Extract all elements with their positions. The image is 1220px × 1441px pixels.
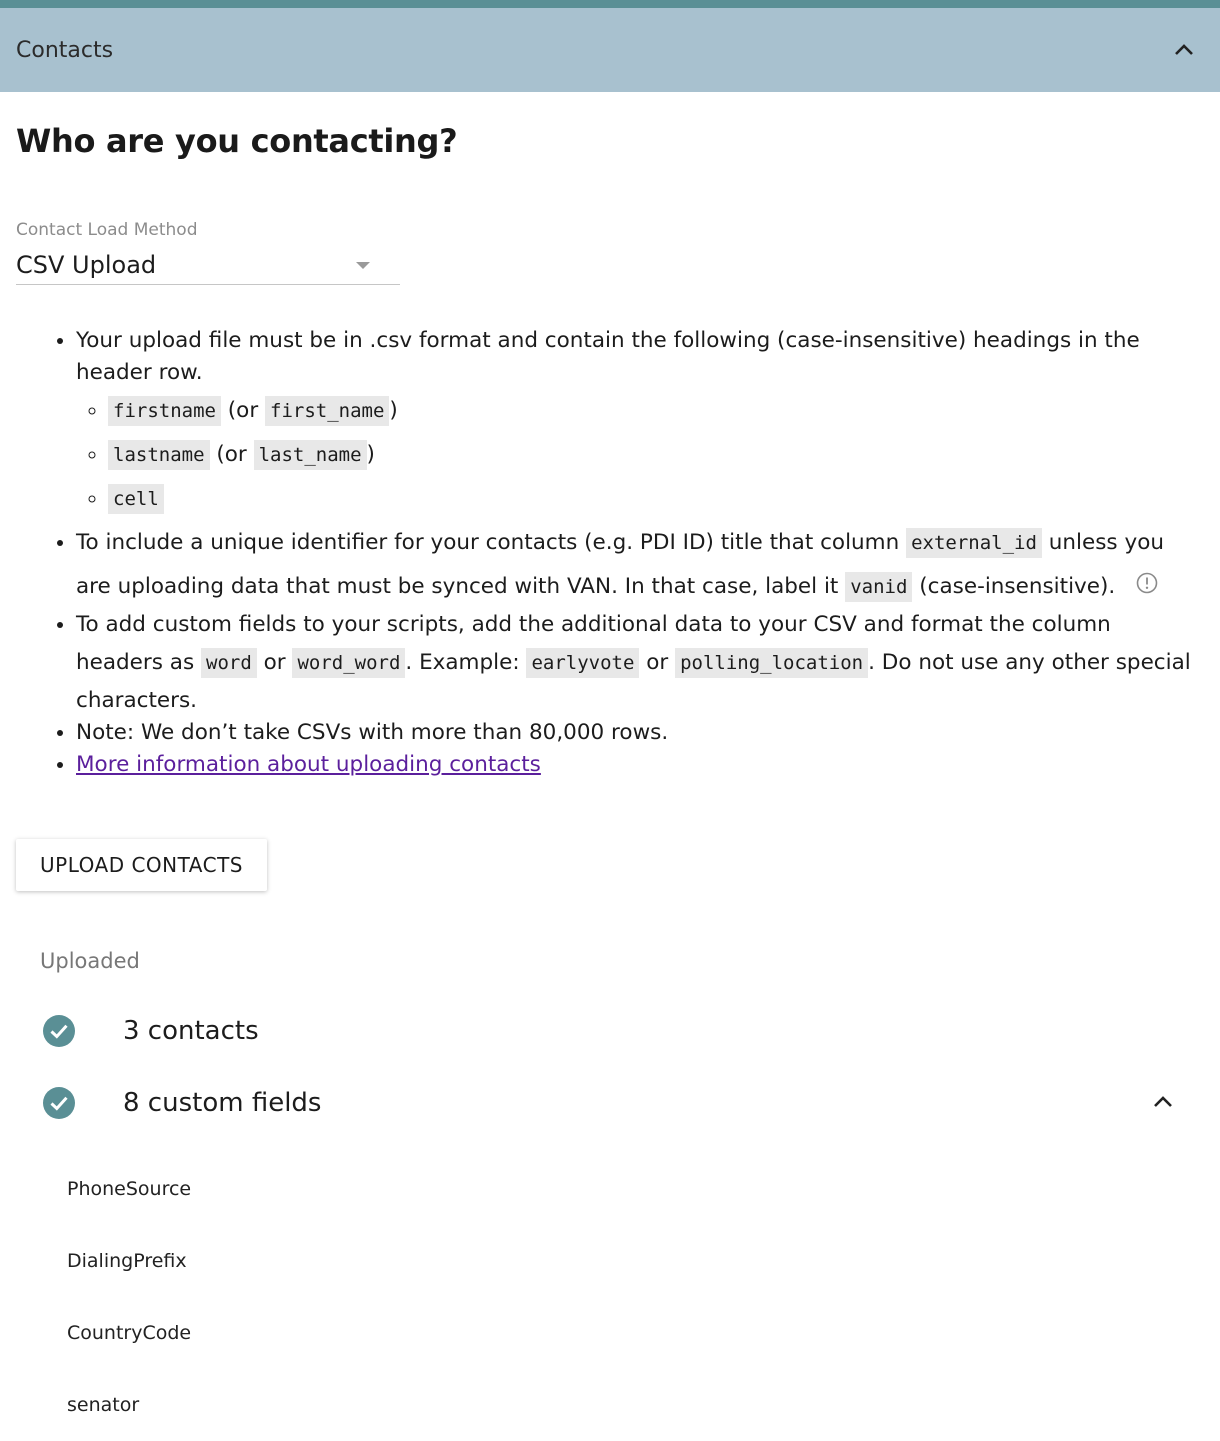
chevron-up-icon: [1173, 43, 1195, 57]
section-title: Contacts: [16, 37, 114, 63]
collapse-section-button[interactable]: [1164, 30, 1204, 70]
instruction-identifier: • To include a unique identifier for your contacts (e.g. PDI ID) title that column external_id unless you are uploading data that must be synced with VAN. In that case, label it vanid (case-insensitive).: [76, 521, 1204, 609]
custom-field-item: CountryCode: [67, 1322, 192, 1344]
instruction-custom-fields: • To add custom fields to your scripts, add the additional data to your CSV and format the column headers as word or word_word . Example: earlyvote or polling_location . Do not use any other special characters.: [76, 609, 1204, 717]
instruction-format: • Your upload file must be in .csv format and contain the following (case-insensitive) headings in the header row. ◦ firstname (or first_name ) ◦ lastname (or last_name ) ◦ cell: [76, 325, 1204, 521]
contacts-count-row: [40, 995, 1204, 1067]
instruction-row-limit: • Note: We don’t take CSVs with more than 80,000 rows.: [76, 717, 1204, 749]
required-headings-list: [76, 389, 1204, 521]
contact-load-method-field: [16, 220, 400, 285]
contacts-section-header[interactable]: [0, 8, 1220, 92]
contacts-count: 3 contacts: [123, 1016, 259, 1046]
chevron-up-icon: [1152, 1095, 1174, 1109]
collapse-custom-fields-button[interactable]: [1152, 1094, 1174, 1113]
info-icon[interactable]: [1136, 572, 1158, 604]
select-value: CSV Upload: [16, 251, 157, 279]
uploaded-label: Uploaded: [40, 949, 140, 973]
heading-lastname: ◦ lastname (or last_name ): [108, 433, 1204, 477]
heading-firstname: ◦ firstname (or first_name ): [108, 389, 1204, 433]
instruction-more-info: [76, 749, 1204, 781]
more-info-link[interactable]: More information about uploading contacts: [76, 752, 541, 777]
custom-fields-count: 8 custom fields: [123, 1088, 322, 1118]
contact-load-method-label: Contact Load Method: [16, 220, 198, 240]
check-circle-icon: [41, 1085, 77, 1121]
heading-cell: ◦ cell: [108, 477, 1204, 521]
upload-instructions: [16, 325, 1204, 781]
top-accent-bar: [0, 0, 1220, 8]
contact-load-method-select[interactable]: [16, 246, 400, 285]
custom-fields-row[interactable]: [40, 1067, 1204, 1139]
upload-contacts-button[interactable]: UPLOAD CONTACTS: [16, 839, 267, 891]
check-circle-icon: [41, 1013, 77, 1049]
custom-field-item: DialingPrefix: [67, 1250, 187, 1272]
main-content: [0, 122, 1220, 1441]
custom-field-item: senator: [67, 1394, 140, 1416]
page-heading: Who are you contacting?: [16, 122, 458, 160]
dropdown-arrow-icon: [356, 262, 370, 269]
custom-fields-list: [67, 1153, 1204, 1441]
custom-field-item: PhoneSource: [67, 1178, 192, 1200]
